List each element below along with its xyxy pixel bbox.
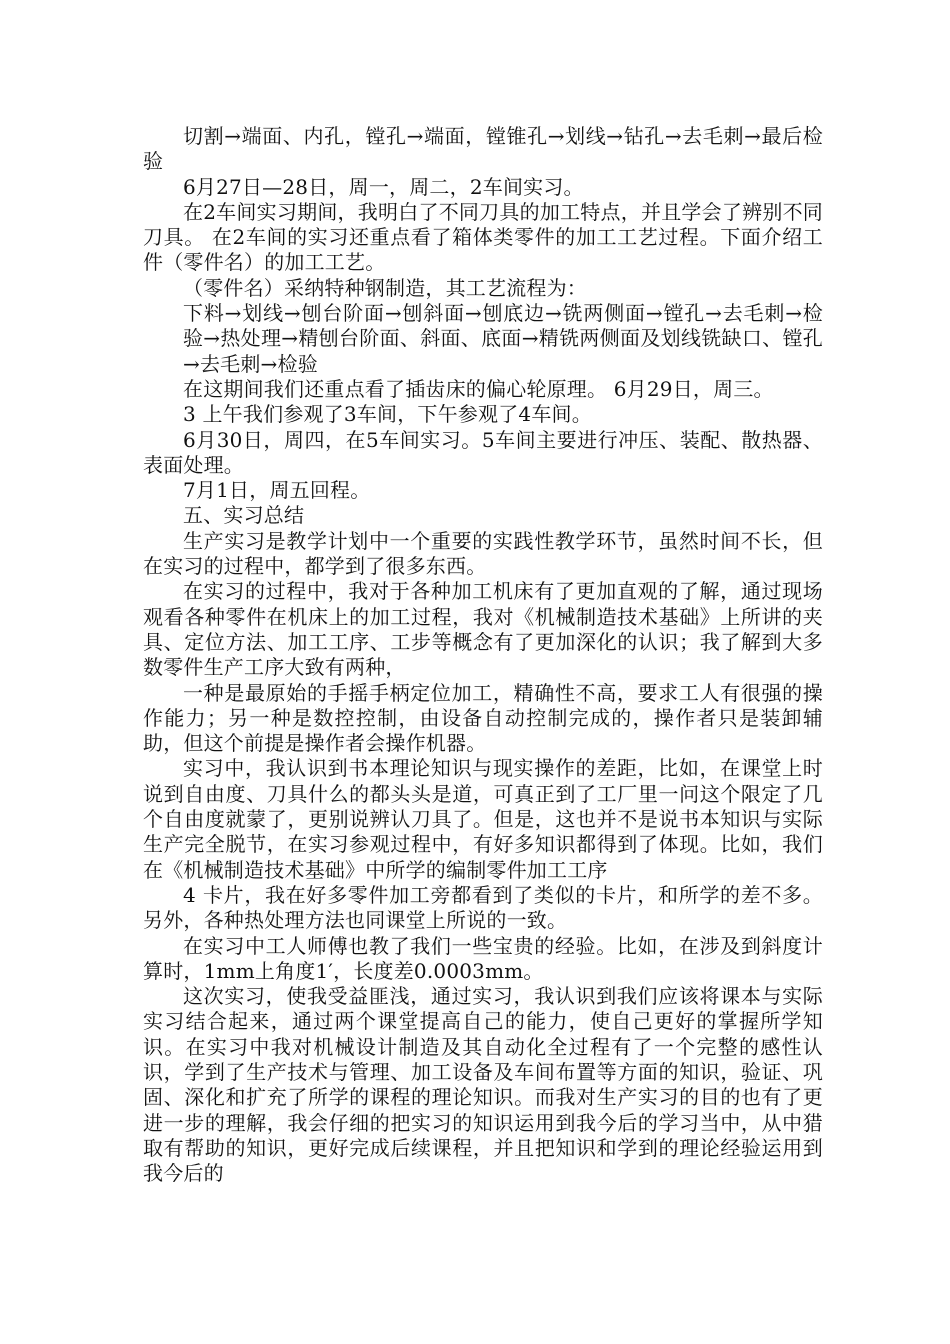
paragraph-process-cards: 4 卡片，我在好多零件加工旁都看到了类似的卡片，和所学的差不多。另外，各种热处理方法也同课堂上所说的一致。: [143, 882, 823, 933]
paragraph-part-material: （零件名）采纳特种钢制造，其工艺流程为：: [183, 275, 587, 300]
paragraph-two-methods: 一种是最原始的手摇手柄定位加工，精确性不高，要求工人有很强的操作能力；另一种是数控控制，由设备自动控制完成的，操作者只是装卸辅助，但这个前提是操作者会操作机器。: [143, 680, 823, 756]
paragraph-summary-intro: 生产实习是教学计划中一个重要的实践性教学环节，虽然时间不长，但在实习的过程中，都学到了很多东西。: [143, 528, 823, 579]
paragraph-machine-tools: 在实习的过程中，我对于各种加工机床有了更加直观的了解，通过现场观看各种零件在机床上的加工过程，我对《机械制造技术基础》上所讲的夹具、定位方法、加工工序、工步等概念有了更加深化的认识；我了解到大多数零件生产工序大致有两种，: [143, 579, 823, 680]
paragraph-workshop-3-4: 3 上午我们参观了3车间，下午参观了4车间。: [183, 402, 592, 427]
paragraph-process-flow-1: 切割→端面、内孔，镗孔→端面，镗锥孔→划线→钻孔→去毛刺→最后检验: [143, 124, 823, 174]
paragraph-workshop-5: 6月30日，周四，在5车间实习。5车间主要进行冲压、装配、散热器、表面处理。: [143, 427, 823, 477]
paragraph-workshop-2: 在2车间实习期间，我明白了不同刀具的加工特点，并且学会了辨别不同刀具。 在2车间的实习还重点看了箱体类零件的加工工艺过程。下面介绍工件（零件名）的加工工艺。: [143, 199, 823, 275]
paragraph-worker-experience: 在实习中工人师傅也教了我们一些宝贵的经验。比如，在涉及到斜度计算时，1mm上角度1′，长度差0.0003mm。: [143, 933, 823, 983]
paragraph-theory-gap: 实习中，我认识到书本理论知识与现实操作的差距，比如，在课堂上时说到自由度、刀具什么的都头头是道，可真正到了工厂里一问这个限定了几个自由度就蒙了，更别说辨认刀具了。但是，这也并不是说书本知识与实际生产完全脱节，在实习参观过程中，有好多知识都得到了体现。比如，我们在《机械制造技术基础》中所学的编制零件加工工序: [143, 756, 823, 882]
paragraph-process-flow-2: 下料→划线→刨台阶面→刨斜面→刨底边→铣两侧面→镗孔→去毛刺→检验→热处理→精刨台阶面、斜面、底面→精铣两侧面及划线铣缺口、镗孔→去毛刺→检验: [183, 301, 823, 376]
paragraph-date-june-27: 6月27日—28日，周一，周二，2车间实习。: [183, 174, 584, 199]
paragraph-return-trip: 7月1日，周五回程。: [183, 478, 371, 503]
document-body: [143, 124, 823, 1186]
paragraph-conclusion: 这次实习，使我受益匪浅，通过实习，我认识到我们应该将课本与实际实习结合起来，通过两个课堂提高自己的能力，使自己更好的掌握所学知识。在实习中我对机械设计制造及其自动化全过程有了一个完整的感性认识，学到了生产技术与管理、加工设备及车间布置等方面的知识，验证、巩固、深化和扩充了所学的课程的理论知识。而我对生产实习的目的也有了更进一步的理解，我会仔细的把实习的知识运用到我今后的学习当中，从中猎取有帮助的知识，更好完成后续课程，并且把知识和学到的理论经验运用到我今后的: [143, 984, 823, 1186]
section-heading-summary: 五、实习总结: [183, 503, 305, 528]
paragraph-gear-shaper: 在这期间我们还重点看了插齿床的偏心轮原理。 6月29日，周三。: [183, 376, 774, 401]
